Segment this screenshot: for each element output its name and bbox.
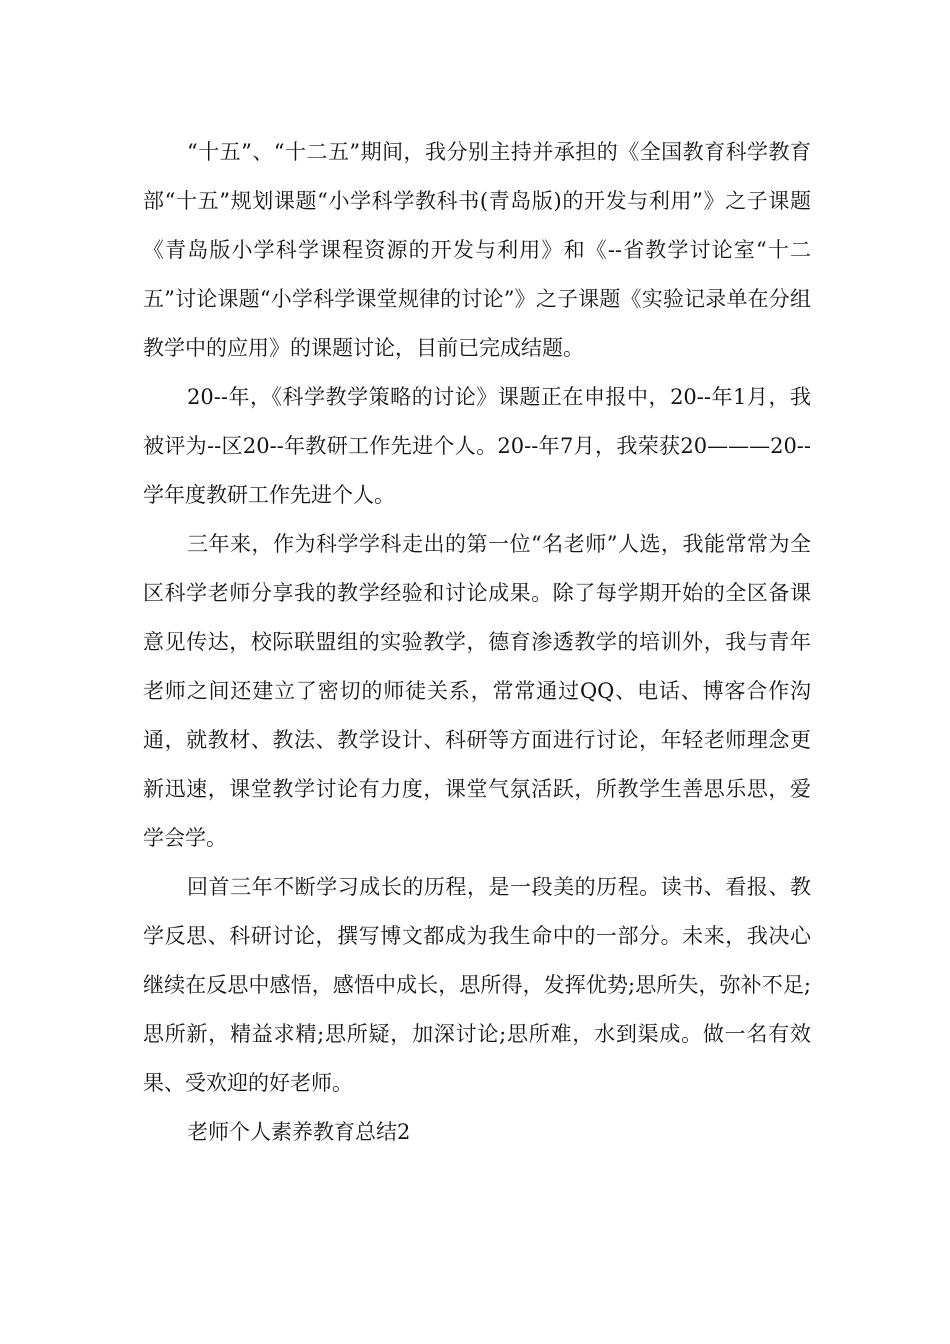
document-body (143, 128, 811, 1157)
paragraph-reflection: 回首三年不断学习成长的历程，是一段美的历程。读书、看报、教学反思、科研讨论，撰写博文都成为我生命中的一部分。未来，我决心继续在反思中感悟，感悟中成长，思所得，发挥优势;思所失，弥补不足;思所新，精益求精;思所疑，加深讨论;思所难，水到渠成。做一名有效果、受欢迎的好老师。 (143, 875, 811, 1095)
section-heading: 老师个人素养教育总结2 (187, 1120, 411, 1144)
paragraph-mentoring: 三年来，作为科学学科走出的第一位“名老师”人选，我能常常为全区科学老师分享我的教学经验和讨论成果。除了每学期开始的全区备课意见传达，校际联盟组的实验教学，德育渗透教学的培训外，我与青年老师之间还建立了密切的师徒关系，常常通过QQ、电话、博客合作沟通，就教材、教法、教学设计、科研等方面进行讨论，年轻老师理念更新迅速，课堂教学讨论有力度，课堂气氛活跃，所教学生善思乐思，爱学会学。 (143, 532, 811, 850)
paragraph-awards: 20--年，《科学教学策略的讨论》课题正在申报中，20--年1月，我被评为--区20--年教研工作先进个人。20--年7月，我荣获20———20--学年度教研工作先进个人。 (143, 385, 811, 507)
paragraph-research-projects: “十五”、“十二五”期间，我分别主持并承担的《全国教育科学教育部“十五”规划课题“小学科学教科书(青岛版)的开发与利用”》之子课题《青岛版小学科学课程资源的开发与利用》和《--省教学讨论室“十二五”讨论课题“小学科学课堂规律的讨论”》之子课题《实验记录单在分组教学中的应用》的课题讨论，目前已完成结题。 (143, 140, 811, 360)
